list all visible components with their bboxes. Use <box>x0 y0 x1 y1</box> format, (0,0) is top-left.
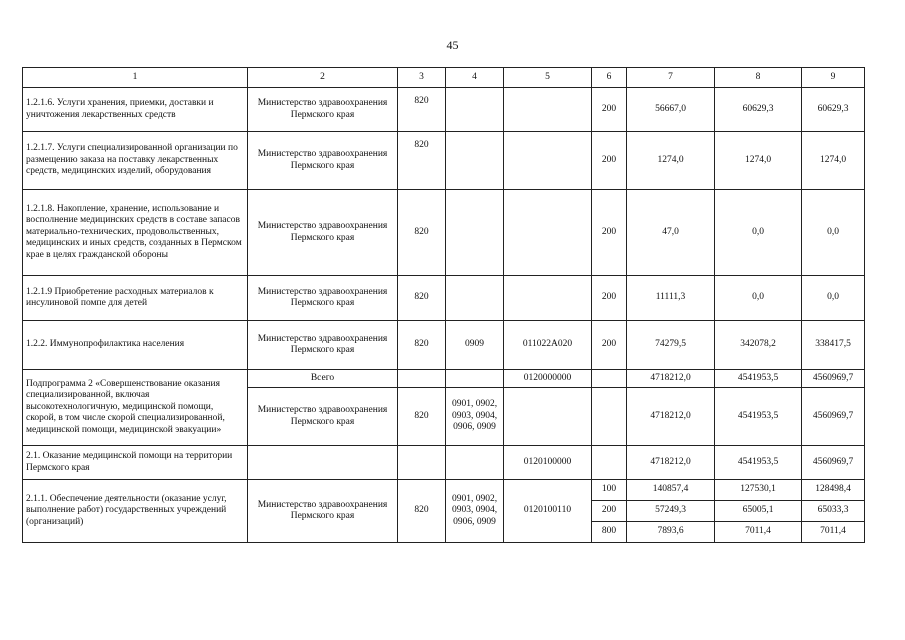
row-c8: 65005,1 <box>715 501 802 522</box>
subprogram-total-row <box>23 370 865 388</box>
row-c4: 0901, 0902, 0903, 0904, 0906, 0909 <box>446 388 504 446</box>
row-c6: 200 <box>592 132 627 190</box>
total-c7: 4718212,0 <box>627 370 715 388</box>
row-org: Министерство здравоохранения Пермского края <box>248 388 398 446</box>
row-c7: 47,0 <box>627 190 715 276</box>
row-c6: 200 <box>592 501 627 522</box>
subprogram-name: Подпрограмма 2 «Совершенствование оказания специализированной, включая высокотехнологичную, медицинской помощи, скорой, в том числе скорой специализированной, медицинской помощи, медицинской эвакуации» <box>23 370 248 446</box>
row-c9: 60629,3 <box>802 88 865 132</box>
row-c5 <box>504 88 592 132</box>
row-name: 2.1.1. Обеспечение деятельности (оказание услуг, выполнение работ) государственных учреждений (организаций) <box>23 480 248 543</box>
table-row <box>23 480 865 501</box>
row-c3: 820 <box>398 132 446 190</box>
row-c5: 0120100110 <box>504 480 592 543</box>
row-org <box>248 446 398 480</box>
row-c8: 4541953,5 <box>715 446 802 480</box>
row-c9: 7011,4 <box>802 522 865 543</box>
row-c9: 4560969,7 <box>802 388 865 446</box>
row-c3: 820 <box>398 190 446 276</box>
table-row <box>23 446 865 480</box>
row-c9: 65033,3 <box>802 501 865 522</box>
row-c6 <box>592 446 627 480</box>
row-c5 <box>504 190 592 276</box>
row-c6: 200 <box>592 321 627 370</box>
row-c8: 60629,3 <box>715 88 802 132</box>
row-c8: 127530,1 <box>715 480 802 501</box>
row-c3: 820 <box>398 276 446 321</box>
row-c4: 0901, 0902, 0903, 0904, 0906, 0909 <box>446 480 504 543</box>
row-c7: 56667,0 <box>627 88 715 132</box>
header-row <box>23 68 865 88</box>
row-c5 <box>504 276 592 321</box>
row-org: Министерство здравоохранения Пермского края <box>248 276 398 321</box>
row-c7: 140857,4 <box>627 480 715 501</box>
table-row <box>23 190 865 276</box>
row-org: Министерство здравоохранения Пермского края <box>248 190 398 276</box>
row-c9: 0,0 <box>802 190 865 276</box>
row-c9: 338417,5 <box>802 321 865 370</box>
row-c4 <box>446 446 504 480</box>
row-c7: 7893,6 <box>627 522 715 543</box>
row-org: Министерство здравоохранения Пермского края <box>248 88 398 132</box>
row-c4 <box>446 88 504 132</box>
row-c6: 800 <box>592 522 627 543</box>
row-c8: 0,0 <box>715 190 802 276</box>
row-c3: 820 <box>398 388 446 446</box>
table-row <box>23 276 865 321</box>
total-c8: 4541953,5 <box>715 370 802 388</box>
row-c8: 7011,4 <box>715 522 802 543</box>
row-c7: 11111,3 <box>627 276 715 321</box>
col-header: 3 <box>398 68 446 88</box>
row-c3 <box>398 446 446 480</box>
row-c9: 0,0 <box>802 276 865 321</box>
row-c7: 1274,0 <box>627 132 715 190</box>
row-c3: 820 <box>398 88 446 132</box>
col-header: 6 <box>592 68 627 88</box>
row-c4 <box>446 132 504 190</box>
row-c5 <box>504 132 592 190</box>
row-c4 <box>446 276 504 321</box>
row-c3: 820 <box>398 321 446 370</box>
col-header: 4 <box>446 68 504 88</box>
row-c5 <box>504 388 592 446</box>
row-c6 <box>592 388 627 446</box>
row-c9: 4560969,7 <box>802 446 865 480</box>
total-c9: 4560969,7 <box>802 370 865 388</box>
page-number: 45 <box>446 38 459 52</box>
row-c7: 4718212,0 <box>627 388 715 446</box>
row-org: Министерство здравоохранения Пермского края <box>248 321 398 370</box>
col-header: 2 <box>248 68 398 88</box>
row-c5: 0120100000 <box>504 446 592 480</box>
row-name: 1.2.1.8. Накопление, хранение, использование и восполнение медицинских средств в составе запасов материально-технических, продовольственных, медицинских и иных средств, созданных в Пермском крае в целях гражданской обороны <box>23 190 248 276</box>
row-c6: 200 <box>592 276 627 321</box>
budget-table <box>22 67 865 543</box>
row-c6: 200 <box>592 88 627 132</box>
row-c6: 200 <box>592 190 627 276</box>
col-header: 8 <box>715 68 802 88</box>
table-row <box>23 88 865 132</box>
row-c3 <box>398 370 446 388</box>
row-c5: 011022A020 <box>504 321 592 370</box>
row-c8: 342078,2 <box>715 321 802 370</box>
row-c4 <box>446 190 504 276</box>
row-name: 2.1. Оказание медицинской помощи на территории Пермского края <box>23 446 248 480</box>
row-org: Министерство здравоохранения Пермского края <box>248 480 398 543</box>
row-org: Министерство здравоохранения Пермского края <box>248 132 398 190</box>
col-header: 7 <box>627 68 715 88</box>
table-row <box>23 132 865 190</box>
row-c7: 4718212,0 <box>627 446 715 480</box>
row-c7: 57249,3 <box>627 501 715 522</box>
row-c8: 4541953,5 <box>715 388 802 446</box>
col-header: 9 <box>802 68 865 88</box>
row-name: 1.2.2. Иммунопрофилактика населения <box>23 321 248 370</box>
table-row <box>23 321 865 370</box>
row-c9: 128498,4 <box>802 480 865 501</box>
row-c8: 1274,0 <box>715 132 802 190</box>
total-code: 0120000000 <box>504 370 592 388</box>
row-c7: 74279,5 <box>627 321 715 370</box>
col-header: 5 <box>504 68 592 88</box>
row-c4: 0909 <box>446 321 504 370</box>
row-c6 <box>592 370 627 388</box>
row-c6: 100 <box>592 480 627 501</box>
col-header: 1 <box>23 68 248 88</box>
row-c3: 820 <box>398 480 446 543</box>
row-c9: 1274,0 <box>802 132 865 190</box>
row-name: 1.2.1.7. Услуги специализированной организации по размещению заказа на поставку лекарственных средств, медицинских изделий, оборудования <box>23 132 248 190</box>
row-name: 1.2.1.6. Услуги хранения, приемки, доставки и уничтожения лекарственных средств <box>23 88 248 132</box>
row-c8: 0,0 <box>715 276 802 321</box>
row-c4 <box>446 370 504 388</box>
row-name: 1.2.1.9 Приобретение расходных материалов к инсулиновой помпе для детей <box>23 276 248 321</box>
total-label: Всего <box>248 370 398 388</box>
